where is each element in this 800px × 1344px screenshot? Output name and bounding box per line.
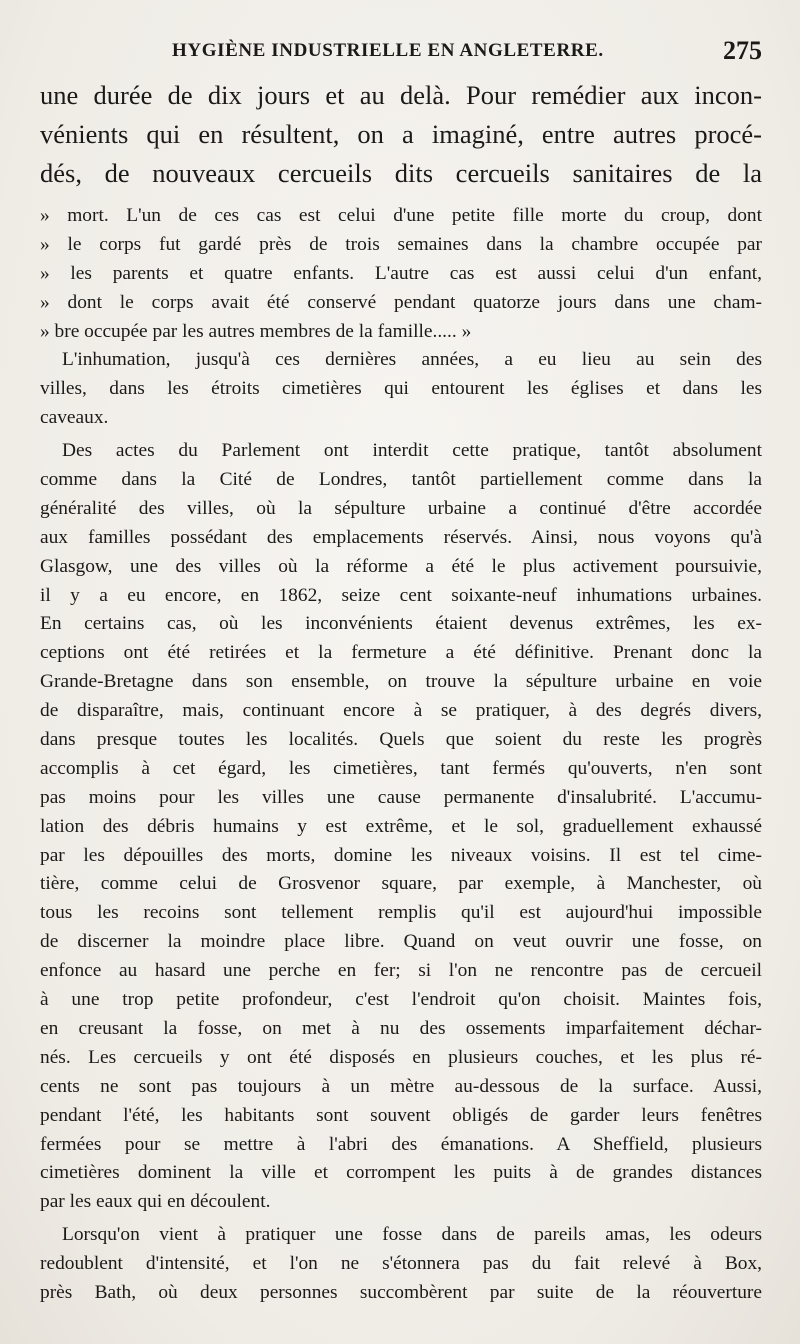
text-line: en creusant la fosse, on met à nu des ossements imparfaitement déchar- xyxy=(40,1017,762,1039)
text-line: Lorsqu'on vient à pratiquer une fosse dans de pareils amas, les odeurs xyxy=(62,1224,762,1246)
text-line: à une trop petite profondeur, c'est l'endroit qu'on choisit. Maintes fois, xyxy=(40,989,762,1011)
text-line: villes, dans les étroits cimetières qui entourent les églises et dans les xyxy=(40,378,762,400)
paragraph-inhumation xyxy=(40,346,762,433)
text-line: généralité des villes, où la sépulture urbaine a continué d'être accordée xyxy=(40,497,762,519)
text-line: Grande-Bretagne dans son ensemble, on trouve la sépulture urbaine en voie xyxy=(40,671,762,693)
text-line: il y a eu encore, en 1862, seize cent soixante-neuf inhumations urbaines. xyxy=(40,584,762,606)
text-line: caveaux. xyxy=(40,407,109,429)
text-line: tière, comme celui de Grosvenor square, par exemple, à Manchester, où xyxy=(40,873,762,895)
text-line: redoublent d'intensité, et l'on ne s'étonnera pas du fait relevé à Box, xyxy=(40,1253,762,1275)
text-line: Glasgow, une des villes où la réforme a été le plus activement poursuivie, xyxy=(40,555,762,577)
text-line: accomplis à cet égard, les cimetières, tant fermés qu'ouverts, n'en sont xyxy=(40,757,762,779)
quote-line: » les parents et quatre enfants. L'autre cas est aussi celui d'un enfant, xyxy=(40,262,762,284)
text-line: vénients qui en résultent, on a imaginé, entre autres procé- xyxy=(40,119,762,149)
paragraph-fosse xyxy=(40,1221,762,1308)
quote-line: » bre occupée par les autres membres de la famille..... » xyxy=(40,320,472,342)
text-line: fermées pour se mettre à l'abri des émanations. A Sheffield, plusieurs xyxy=(40,1133,762,1155)
text-line: de disparaître, mais, continuant encore à se pratiquer, à des degrés divers, xyxy=(40,700,762,722)
text-line: comme dans la Cité de Londres, tantôt partiellement comme dans la xyxy=(40,469,762,491)
text-line: aux familles possédant des emplacements réservés. Ainsi, nous voyons qu'à xyxy=(40,526,762,548)
text-line: tous les recoins sont tellement remplis qu'il est aujourd'hui impossible xyxy=(40,902,762,924)
text-line: pas moins pour les villes une cause permanente d'insalubrité. L'accumu- xyxy=(40,786,762,808)
page-number: 275 xyxy=(723,36,762,65)
quotation-block xyxy=(40,202,762,346)
text-line: une durée de dix jours et au delà. Pour remédier aux incon- xyxy=(40,80,762,110)
quote-line: » le corps fut gardé près de trois semaines dans la chambre occupée par xyxy=(40,233,762,255)
paragraph-parlement xyxy=(40,437,762,1217)
text-line: nés. Les cercueils y ont été disposés en plusieurs couches, et les plus ré- xyxy=(40,1046,762,1068)
text-line: dés, de nouveaux cercueils dits cercueils sanitaires de la xyxy=(40,158,762,188)
text-line: cents ne sont pas toujours à un mètre au-dessous de la surface. Aussi, xyxy=(40,1075,762,1097)
text-line: cimetières dominent la ville et corrompent les puits à de grandes distances xyxy=(40,1162,762,1184)
text-line: lation des débris humains y est extrême, et le sol, graduellement exhaussé xyxy=(40,815,762,837)
running-title: HYGIÈNE INDUSTRIELLE EN ANGLETERRE. xyxy=(172,40,604,61)
text-line: L'inhumation, jusqu'à ces dernières années, a eu lieu au sein des xyxy=(62,349,762,371)
text-line: En certains cas, où les inconvénients étaient devenus extrêmes, les ex- xyxy=(40,613,762,635)
text-line: de discerner la moindre place libre. Quand on veut ouvrir une fosse, on xyxy=(40,931,762,953)
running-header xyxy=(40,36,762,70)
text-line: dans presque toutes les localités. Quels que soient du reste les progrès xyxy=(40,729,762,751)
page-body xyxy=(40,76,762,1308)
text-line: enfonce au hasard une perche en fer; si l'on ne rencontre pas de cercueil xyxy=(40,960,762,982)
text-line: près Bath, où deux personnes succombèrent par suite de la réouverture xyxy=(40,1281,762,1303)
text-line: pendant l'été, les habitants sont souvent obligés de garder leurs fenêtres xyxy=(40,1104,762,1126)
text-line: par les eaux qui en découlent. xyxy=(40,1191,271,1213)
text-line: Des actes du Parlement ont interdit cette pratique, tantôt absolument xyxy=(62,440,762,462)
text-line: par les dépouilles des morts, domine les niveaux voisins. Il est tel cime- xyxy=(40,844,762,866)
lead-paragraph xyxy=(40,76,762,193)
quote-line: » mort. L'un de ces cas est celui d'une petite fille morte du croup, dont xyxy=(40,205,762,226)
text-line: ceptions ont été retirées et la fermeture a été définitive. Prenant donc la xyxy=(40,642,762,664)
quote-line: » dont le corps avait été conservé pendant quatorze jours dans une cham- xyxy=(40,291,762,313)
